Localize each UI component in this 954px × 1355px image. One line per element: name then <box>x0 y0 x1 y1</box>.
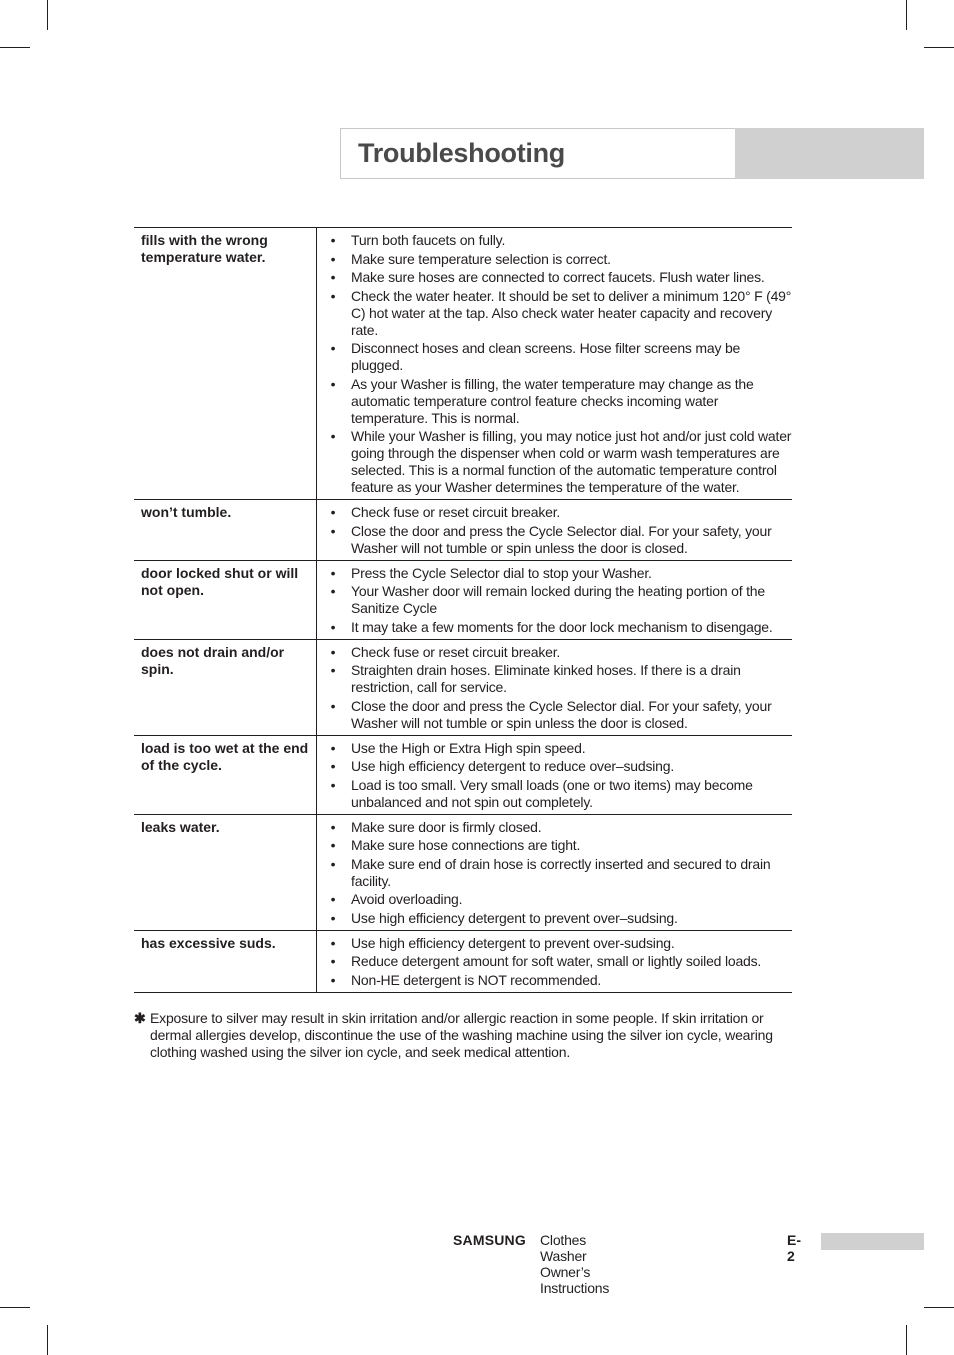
list-item <box>327 910 792 927</box>
bullet-icon: • <box>330 837 336 853</box>
solution-text: Use high efficiency detergent to reduce over–sudsing. <box>351 758 675 774</box>
list-item <box>327 698 792 732</box>
bullet-icon: • <box>330 662 336 678</box>
problem-cell: door locked shut or will not open. <box>134 560 317 639</box>
table-row <box>134 639 792 735</box>
bullet-icon: • <box>330 643 336 660</box>
footer-accent-bar <box>821 1233 924 1250</box>
solution-text: As your Washer is filling, the water temperature may change as the automatic temperature control feature checks incoming water temperature. This is normal. <box>351 375 754 426</box>
list-item <box>327 758 792 775</box>
solutions-cell <box>317 560 793 639</box>
list-item <box>327 288 792 339</box>
solution-list <box>327 935 792 989</box>
list-item <box>327 251 792 268</box>
footnote <box>134 1010 794 1061</box>
bullet-icon: • <box>330 953 336 969</box>
bullet-icon: • <box>330 232 336 248</box>
list-item <box>327 504 792 521</box>
solution-text: Make sure door is firmly closed. <box>351 818 542 835</box>
list-item <box>327 340 792 374</box>
list-item <box>327 644 792 661</box>
crop-mark <box>906 1325 907 1355</box>
solution-text: Straighten drain hoses. Eliminate kinked hoses. If there is a drain restriction, call for service. <box>351 662 741 695</box>
list-item <box>327 972 792 989</box>
solution-text: Make sure end of drain hose is correctly inserted and secured to drain facility. <box>351 855 771 889</box>
table-row <box>134 735 792 814</box>
bullet-icon: • <box>330 269 336 285</box>
solution-text: Close the door and press the Cycle Selector dial. For your safety, your Washer will not tumble or spin unless the door is closed. <box>351 522 772 556</box>
page-number: E-2 <box>787 1232 801 1264</box>
bullet-icon: • <box>330 287 336 304</box>
list-item <box>327 935 792 952</box>
title-accent-bar <box>735 128 924 179</box>
bullet-icon: • <box>330 934 336 951</box>
list-item <box>327 662 792 696</box>
crop-mark <box>47 1325 48 1355</box>
bullet-icon: • <box>330 340 336 356</box>
table-row <box>134 814 792 930</box>
problem-cell: has excessive suds. <box>134 930 317 992</box>
solutions-cell <box>317 500 793 561</box>
solutions-cell <box>317 228 793 500</box>
bullet-icon: • <box>330 776 336 793</box>
solution-list <box>327 565 792 636</box>
troubleshooting-table <box>134 227 792 993</box>
list-item <box>327 232 792 249</box>
solution-text: Load is too small. Very small loads (one or two items) may become unbalanced and not spin out completely. <box>351 776 753 810</box>
list-item <box>327 583 792 617</box>
list-item <box>327 819 792 836</box>
crop-mark <box>47 0 48 30</box>
solution-list <box>327 740 792 811</box>
solution-text: Turn both faucets on fully. <box>351 232 506 248</box>
solution-text: Reduce detergent amount for soft water, small or lightly soiled loads. <box>351 953 762 969</box>
list-item <box>327 619 792 636</box>
bullet-icon: • <box>330 891 336 907</box>
bullet-icon: • <box>330 739 336 756</box>
solution-text: While your Washer is filling, you may notice just hot and/or just cold water going through the dispenser when cold or warm wash temperatures are selected. This is a normal function of the automatic temperature control feature as your Washer determines the temperature of the water. <box>351 428 792 495</box>
solutions-cell <box>317 639 793 735</box>
list-item <box>327 837 792 854</box>
footer-brand: SAMSUNG <box>453 1232 526 1248</box>
bullet-icon: • <box>330 504 336 520</box>
solution-text: Make sure hoses are connected to correct faucets. Flush water lines. <box>351 269 765 285</box>
bullet-icon: • <box>330 564 336 581</box>
solutions-cell <box>317 814 793 930</box>
asterisk-icon: ✱ <box>134 1010 146 1026</box>
crop-mark <box>924 47 954 48</box>
solution-list <box>327 232 792 496</box>
solution-list <box>327 819 792 927</box>
solution-list <box>327 644 792 732</box>
list-item <box>327 953 792 970</box>
solutions-cell <box>317 735 793 814</box>
bullet-icon: • <box>330 818 336 835</box>
troubleshooting-table-body <box>134 228 792 993</box>
bullet-icon: • <box>330 522 336 539</box>
crop-mark <box>0 1307 30 1308</box>
list-item <box>327 777 792 811</box>
solution-text: Use high efficiency detergent to prevent over–sudsing. <box>351 909 678 926</box>
solution-text: Make sure hose connections are tight. <box>351 837 581 853</box>
list-item <box>327 565 792 582</box>
solution-text: Check fuse or reset circuit breaker. <box>351 504 561 520</box>
solution-text: It may take a few moments for the door lock mechanism to disengage. <box>351 618 773 635</box>
problem-cell: fills with the wrong temperature water. <box>134 228 317 500</box>
bullet-icon: • <box>330 855 336 872</box>
bullet-icon: • <box>330 758 336 774</box>
page-title-box <box>340 128 735 179</box>
list-item <box>327 269 792 286</box>
bullet-icon: • <box>330 428 336 444</box>
bullet-icon: • <box>330 583 336 599</box>
bullet-icon: • <box>330 375 336 392</box>
solution-text: Avoid overloading. <box>351 891 463 907</box>
solution-list <box>327 504 792 557</box>
solution-text: Non-HE detergent is NOT recommended. <box>351 971 602 988</box>
solution-text: Make sure temperature selection is correct. <box>351 250 611 267</box>
solution-text: Close the door and press the Cycle Selector dial. For your safety, your Washer will not tumble or spin unless the door is closed. <box>351 697 772 731</box>
list-item <box>327 891 792 908</box>
list-item <box>327 428 792 496</box>
solution-text: Use the High or Extra High spin speed. <box>351 739 586 756</box>
bullet-icon: • <box>330 250 336 267</box>
problem-cell: does not drain and/or spin. <box>134 639 317 735</box>
list-item <box>327 740 792 757</box>
crop-mark <box>906 0 907 30</box>
solution-text: Disconnect hoses and clean screens. Hose filter screens may be plugged. <box>351 340 741 373</box>
page-title: Troubleshooting <box>358 138 565 168</box>
bullet-icon: • <box>330 971 336 988</box>
solution-text: Use high efficiency detergent to prevent over-sudsing. <box>351 934 675 951</box>
table-row <box>134 930 792 992</box>
bullet-icon: • <box>330 697 336 714</box>
list-item <box>327 376 792 427</box>
footnote-text: Exposure to silver may result in skin irritation and/or allergic reaction in some people. If skin irritation or dermal allergies develop, discontinue the use of the washing machine using the silver ion cycle, wearing clothing washed using the silver ion cycle, and seek medical attention. <box>150 1010 773 1060</box>
problem-cell: leaks water. <box>134 814 317 930</box>
footer-document-title: Clothes Washer Owner’s Instructions <box>540 1232 610 1296</box>
problem-cell: won’t tumble. <box>134 500 317 561</box>
bullet-icon: • <box>330 909 336 926</box>
list-item <box>327 856 792 890</box>
crop-mark <box>0 47 30 48</box>
problem-cell: load is too wet at the end of the cycle. <box>134 735 317 814</box>
crop-mark <box>924 1307 954 1308</box>
solutions-cell <box>317 930 793 992</box>
solution-text: Your Washer door will remain locked during the heating portion of the Sanitize Cycle <box>351 583 765 616</box>
bullet-icon: • <box>330 618 336 635</box>
solution-text: Check fuse or reset circuit breaker. <box>351 643 561 660</box>
table-row <box>134 228 792 500</box>
list-item <box>327 523 792 557</box>
solution-text: Press the Cycle Selector dial to stop your Washer. <box>351 564 652 581</box>
table-row <box>134 560 792 639</box>
solution-text: Check the water heater. It should be set to deliver a minimum 120° F (49° C) hot water at the tap. Also check water heater capacity and recovery rate. <box>351 287 792 338</box>
table-row <box>134 500 792 561</box>
